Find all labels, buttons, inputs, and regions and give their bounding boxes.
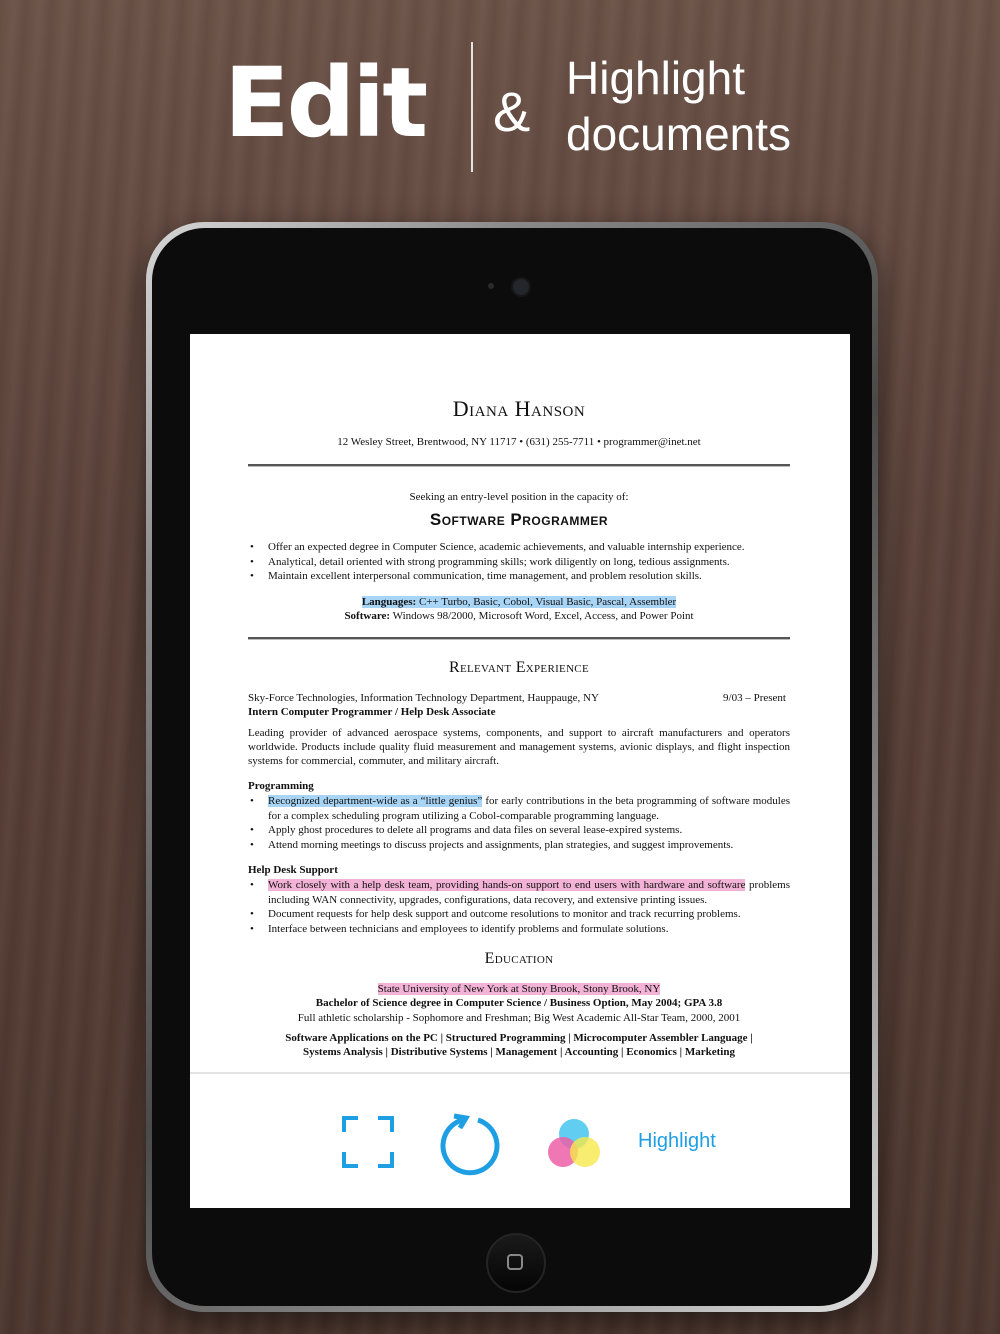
experience-heading: Relevant Experience	[449, 659, 589, 676]
app-screen	[190, 334, 850, 1208]
job-title: Intern Computer Programmer / Help Desk Associate	[248, 706, 496, 718]
helpdesk-list	[248, 878, 790, 936]
programming-list	[248, 794, 790, 852]
job-company-line	[248, 692, 790, 704]
resume-objective: Seeking an entry-level position in the capacity of:	[409, 491, 629, 503]
summary-bullet: • Analytical, detail oriented with strong programming skills; work diligently on long, tedious assignments.	[248, 555, 790, 570]
color-filter-icon	[542, 1112, 606, 1176]
education-degree: Bachelor of Science degree in Computer Science / Business Option, May 2004; GPA 3.8	[315, 997, 723, 1009]
job-company: Sky-Force Technologies, Information Technology Department, Hauppauge, NY	[248, 692, 599, 704]
programming-bullet: • Apply ghost procedures to delete all programs and data files on several lease-expired systems.	[248, 823, 790, 838]
headline-ampersand: &	[493, 80, 531, 143]
divider-rule	[248, 637, 790, 640]
software-line: Software: Windows 98/2000, Microsoft Word, Excel, Access, and Power Point	[344, 610, 694, 622]
color-filter-button[interactable]	[542, 1112, 602, 1172]
headline	[0, 0, 1000, 200]
software-applications-line: Software Applications on the PC | Structured Programming | Microcomputer Assembler Language |	[285, 1032, 753, 1044]
divider-rule	[248, 464, 790, 467]
education-heading: Education	[484, 950, 554, 967]
helpdesk-bullet: • Document requests for help desk support and outcome resolutions to monitor and track recurring problems.	[248, 907, 790, 922]
tablet-frame	[146, 222, 878, 1312]
job-dates: 9/03 – Present	[723, 692, 786, 704]
education-scholarship: Full athletic scholarship - Sophomore and Freshman; Big West Academic All-Star Team, 2000, 2001	[297, 1012, 741, 1024]
helpdesk-highlight[interactable]: Work closely with a help desk team, providing hands-on support to end users with hardware and software	[268, 879, 746, 891]
headline-edit: Edit	[224, 47, 426, 159]
resume-name: Diana Hanson	[452, 396, 586, 421]
programming-bullet: • Attend morning meetings to discuss projects and assignments, plan strategies, and suggest improvements.	[248, 838, 790, 853]
rotate-icon	[438, 1112, 502, 1176]
software-applications	[248, 1031, 790, 1059]
highlight-button[interactable]: Highlight	[638, 1130, 716, 1152]
helpdesk-bullet: • Interface between technicians and employees to identify problems and formulate solutions.	[248, 922, 790, 937]
headline-divider	[471, 42, 473, 172]
resume-contact: 12 Wesley Street, Brentwood, NY 11717 • (631) 255-7711 • programmer@inet.net	[337, 436, 701, 448]
rotate-button[interactable]	[438, 1112, 498, 1172]
light-sensor	[488, 283, 494, 289]
job-description: Leading provider of advanced aerospace systems, components, and support to aircraft manufacturers and operators worldwide. Products include quality fluid measurement and management systems, avionic displays, and flight inspection systems for commercial, commuter, and military aircraft.	[248, 727, 790, 767]
programming-bullet: • Recognized department-wide as a “little genius” for early contributions in the beta programming of software modules for a complex scheduling program utilizing a Cobol-comparable programming language.	[248, 794, 790, 823]
helpdesk-bullet: • Work closely with a help desk team, providing hands-on support to end users with hardware and software problems including WAN connectivity, upgrades, configurations, data recovery, and extensive printing issues.	[248, 878, 790, 907]
headline-line-2: documents	[566, 108, 792, 160]
summary-bullet: • Maintain excellent interpersonal communication, time management, and problem resolution skills.	[248, 569, 790, 584]
summary-list	[248, 540, 790, 584]
crop-icon	[338, 1112, 398, 1172]
languages-highlight[interactable]: Languages: C++ Turbo, Basic, Cobol, Visual Basic, Pascal, Assembler	[361, 596, 677, 608]
front-camera-icon	[511, 277, 531, 297]
resume-role: Software Programmer	[429, 510, 609, 529]
headline-line-1: Highlight	[566, 52, 745, 104]
university-line[interactable]	[248, 983, 790, 995]
software-applications-line: Systems Analysis | Distributive Systems | Management | Accounting | Economics | Marketing	[303, 1046, 735, 1058]
programming-heading: Programming	[248, 780, 314, 792]
university-highlight[interactable]: State University of New York at Stony Brook, Stony Brook, NY	[377, 983, 661, 995]
summary-bullet: • Offer an expected degree in Computer Science, academic achievements, and valuable internship experience.	[248, 540, 790, 555]
languages-line[interactable]	[248, 596, 790, 608]
helpdesk-heading: Help Desk Support	[248, 864, 338, 876]
tablet-bezel	[152, 228, 872, 1306]
bottom-toolbar	[190, 1072, 850, 1208]
programming-highlight[interactable]: Recognized department-wide as a “little genius”	[268, 795, 483, 807]
document-view[interactable]	[190, 334, 850, 1072]
home-square-icon	[507, 1254, 523, 1270]
crop-button[interactable]	[338, 1112, 398, 1172]
home-button[interactable]	[486, 1233, 546, 1293]
